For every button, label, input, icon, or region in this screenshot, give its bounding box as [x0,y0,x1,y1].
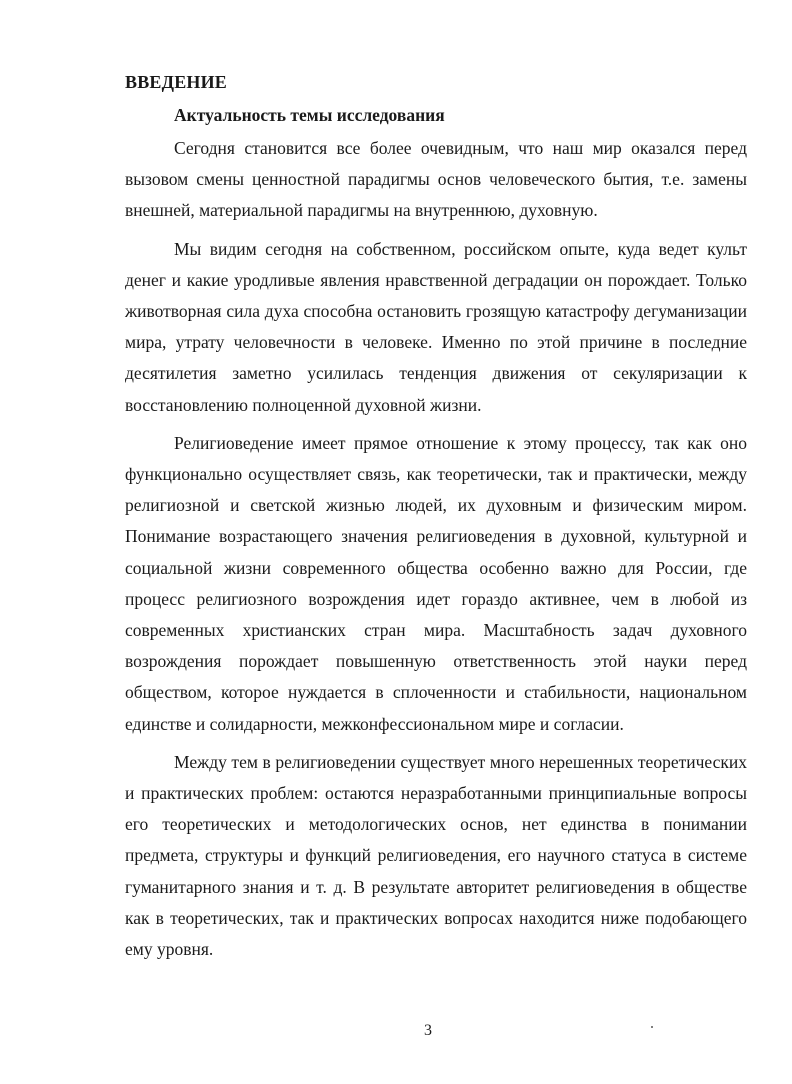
paragraph-1: Сегодня становится все более очевидным, что наш мир оказался перед вызовом смены ценностной парадигмы основ человеческого бытия, т.е. замены внешней, материальной парадигмы на внутреннюю, духовную. [125,138,747,221]
paragraph-3: Религиоведение имеет прямое отношение к этому процессу, так как оно функционально осуществляет связь, как теоретически, так и практически, между религиозной и светской жизнью людей, их духовным и физическим миром. Понимание возрастающего значения религиоведения в духовной, культурной и социальной жизни современного общества особенно важно для России, где процесс религиозного возрождения идет гораздо активнее, чем в любой из современных христианских стран мира. Масштабность задач духовного возрождения порождает повышенную ответственность этой науки перед обществом, которое нуждается в сплоченности и стабильности, национальном единстве и солидарности, межконфессиональном мире и согласии. [125,432,747,734]
paragraph-2: Мы видим сегодня на собственном, российском опыте, куда ведет культ денег и какие уродливые явления нравственной деградации он порождает. Только животворная сила духа способна остановить грозящую катастрофу дегуманизации мира, утрату человечности в человеке. Именно по этой причине в последние десятилетия заметно усилилась тенденция движения от секуляризации к восстановлению полноценной духовной жизни. [125,238,747,415]
scan-speck [651,1026,653,1028]
paragraph-4: Между тем в религиоведении существует много нерешенных теоретических и практических проблем: остаются неразработанными принципиальные вопросы его теоретических и методологических основ, нет единства в понимании предмета, структуры и функций религиоведения, его научного статуса в системе гуманитарного знания и т. д. В результате авторитет религиоведения в обществе как в теоретических, так и практических вопросах находится ниже подобающего ему уровня. [125,751,747,960]
page-number: 3 [424,1022,432,1039]
subsection-heading: Актуальность темы исследования [174,105,445,125]
section-heading: ВВЕДЕНИЕ [125,72,228,92]
body-text [125,133,747,972]
